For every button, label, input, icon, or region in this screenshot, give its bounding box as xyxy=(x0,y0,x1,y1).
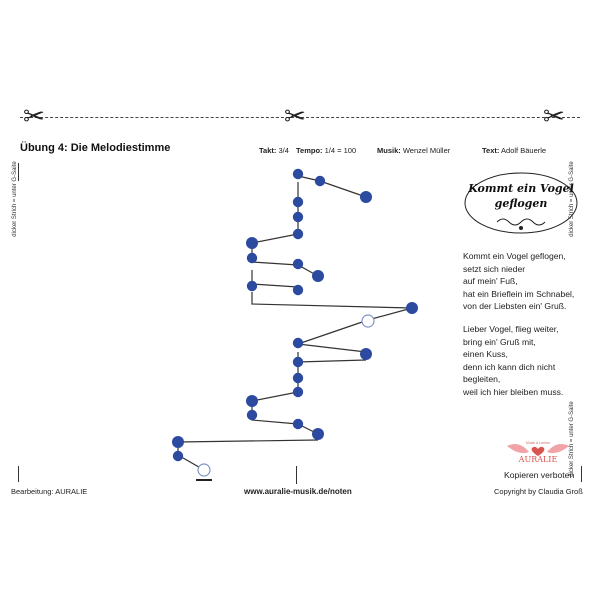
lyrics-stanza xyxy=(463,323,593,399)
note xyxy=(293,229,303,239)
note xyxy=(293,259,303,269)
brand-small-text: Musik & Lernen xyxy=(525,441,551,445)
brand-name: AURALIE xyxy=(518,455,558,464)
text-value: Adolf Bäuerle xyxy=(501,146,547,155)
tempo-label: Tempo: xyxy=(296,146,323,155)
tempo-value: 1/4 = 100 xyxy=(324,146,357,155)
side-note-right-top: dicker Strich = unter G-Saite xyxy=(568,161,575,237)
note xyxy=(360,348,372,360)
note xyxy=(172,436,184,448)
note xyxy=(293,338,303,348)
note xyxy=(312,270,324,282)
takt-value: 3/4 xyxy=(278,146,289,155)
lyric-line: bring ein' Gruß mit, xyxy=(463,336,536,347)
note xyxy=(293,212,303,222)
lyric-line: weil ich hier bleiben muss. xyxy=(463,386,564,397)
footer-copyright: Copyright by Claudia Groß xyxy=(494,487,583,496)
scissors-icon: ✂ xyxy=(543,102,565,132)
note xyxy=(173,451,183,461)
note xyxy=(293,387,303,397)
lyric-line: begleiten, xyxy=(463,374,501,385)
song-title-line1: Kommt ein Vogel xyxy=(468,182,574,195)
note xyxy=(293,373,303,383)
scissors-icon: ✂ xyxy=(284,102,306,132)
footer-arrangement: Bearbeitung: AURALIE xyxy=(11,487,88,496)
text-label: Text: xyxy=(482,146,500,155)
melody-notes xyxy=(172,169,418,476)
note xyxy=(247,253,257,263)
lyrics xyxy=(463,250,593,409)
musik-value: Wenzel Müller xyxy=(402,146,451,155)
note-half xyxy=(198,464,210,476)
musik-label: Musik: xyxy=(377,146,401,155)
worksheet-title: Übung 4: Die Melodiestimme xyxy=(20,142,171,154)
note xyxy=(312,428,324,440)
note xyxy=(293,169,303,179)
note xyxy=(293,357,303,367)
note xyxy=(247,281,257,291)
note-half xyxy=(362,315,374,327)
lyric-line: Kommt ein Vogel geflogen, xyxy=(463,251,566,261)
copy-notice: Kopieren verboten xyxy=(504,470,575,480)
lyric-line: denn ich kann dich nicht xyxy=(463,361,556,372)
lyric-line: setzt sich nieder xyxy=(463,263,526,274)
note xyxy=(406,302,418,314)
scissors-icon: ✂ xyxy=(23,102,45,132)
lyric-line: einen Kuss, xyxy=(463,349,508,360)
note xyxy=(360,191,372,203)
lyric-line: auf mein' Fuß, xyxy=(463,276,518,287)
lyric-line: hat ein Brieflein im Schnabel, xyxy=(463,288,575,299)
lyric-line: Lieber Vogel, flieg weiter, xyxy=(463,323,559,334)
note xyxy=(247,410,257,420)
footer-url-link[interactable]: www.auralie-musik.de/noten xyxy=(244,487,352,496)
side-note-left: dicker Strich = unter G-Saite xyxy=(11,161,18,237)
song-title-logo xyxy=(462,170,580,240)
lyrics-stanza xyxy=(463,250,593,313)
note xyxy=(315,176,325,186)
note xyxy=(293,285,303,295)
song-title-line2: geflogen xyxy=(494,197,548,210)
side-note-right-bottom: dicker Strich = unter G-Saite xyxy=(568,401,575,477)
takt-label: Takt: xyxy=(259,146,277,155)
note xyxy=(293,419,303,429)
auralie-logo xyxy=(505,438,571,468)
lyric-line: von der Liebsten ein' Gruß. xyxy=(463,301,567,312)
note xyxy=(246,237,258,249)
note xyxy=(246,395,258,407)
note xyxy=(293,197,303,207)
